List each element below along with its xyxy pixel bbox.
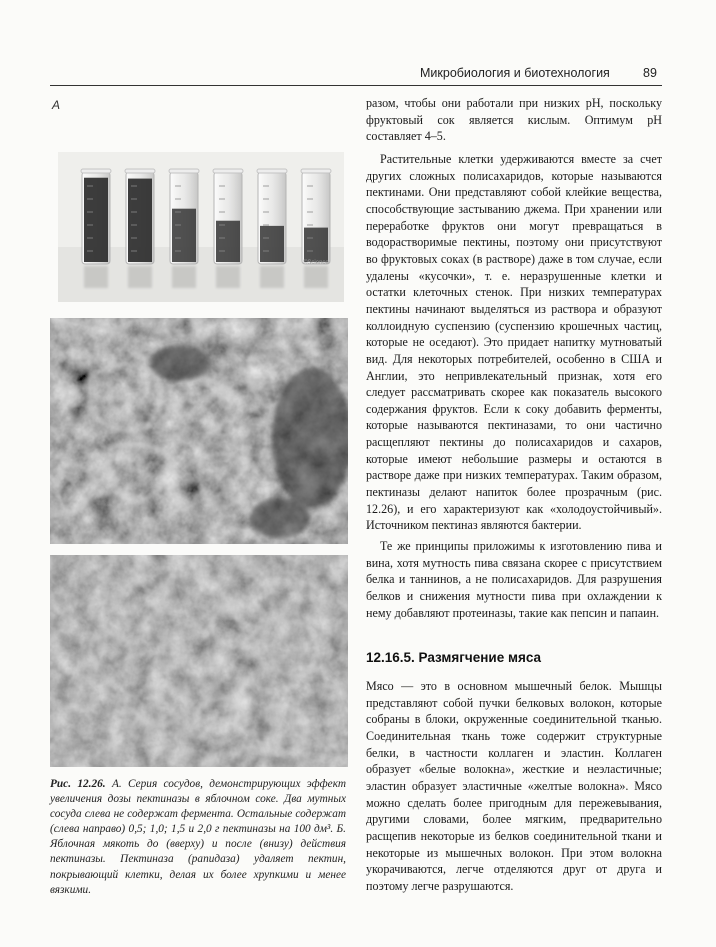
- test-tube-6: [301, 169, 331, 288]
- test-tubes-photo: [58, 152, 344, 302]
- figure-caption-lead: Рис. 12.26.: [50, 778, 106, 790]
- tube-liquid-2: [128, 179, 152, 262]
- tube-liquid-1: [84, 178, 108, 262]
- section-heading: 12.16.5. Размягчение мяса: [366, 650, 542, 665]
- test-tube-5: [257, 169, 287, 288]
- panel-label-a: А: [52, 98, 61, 112]
- paragraph-pectins: Растительные клетки удерживаются вместе за счет других сложных полисахаридов, которые называются пектинами. Они представляют собой клейкие вещества, способствующие застыванию джема. При хранении или переработке фруктов они могут превращаться в водорастворимые пектины, поэтому они присутствуют во фруктовых соках (в растворе) даже в том случае, если удалены «кусочки», т. е. неразрушенные клетки и остатки клеточных стенок. При низких температурах пектины начинают выделяться из раствора и образуют коллоидную суспензию (суспензию крошечных частиц, которые не оседают). Это придает напитку мутноватый вид. Для некоторых потребителей, особенно в США и Англии, это непривлекательный признак, хотя его следует рассматривать скорее как показатель высокого содержания фруктов. Если к соку добавить ферменты, которые называются пектиназами, то они частично расщепляют пектины до полисахаридов и сахаров, которые имеют небольшие размеры и остаются в растворе даже при низких температурах. Таким образом, пектиназы делают напиток более прозрачным (рис. 12.26), и его характеризуют как «холодоустойчивый». Источником пектиназ являются бактерии.: [366, 151, 662, 533]
- test-tube-3: [169, 169, 199, 288]
- paragraph-meat: Мясо — это в основном мышечный белок. Мышцы представляют собой пучки белковых волокон, которые собраны в блоки, окруженные соединительной тканью. Соединительная ткань тоже содержит структурные белки, в частности коллаген и эластин. Коллаген образует «белые волокна», жесткие и неэластичные; эластин образует эластичные «желтые волокна». Мясо можно сделать более пригодным для пережевывания, другими словами, более мягким, предварительно расщепив некоторые из белков соединительной ткани и некоторые из мышечных волокон. При этом волокна укорачиваются, легче отделяются друг от друга и поэтому легче разрушаются.: [366, 679, 662, 893]
- body-column-top: [366, 95, 662, 621]
- figure-caption: [50, 777, 346, 898]
- body-column-bottom: [366, 678, 662, 895]
- tube-liquid-3: [172, 209, 196, 262]
- apple-pulp-after-micrograph: [50, 555, 348, 767]
- tube-liquid-6: [304, 228, 328, 262]
- test-tube-2: [125, 169, 155, 288]
- tube-liquid-4: [216, 221, 240, 262]
- test-tube-1: [81, 169, 111, 288]
- figure-caption-text: А. Серия сосудов, демонстрирующих эффект увеличения дозы пектиназы в яблочном соке. Два мутных сосуда слева не содержат фермента. Остальные содержат (слева направо) 0,5; 1,0; 1,5 и 2,0 г пектиназы на 100 дм³. Б. Яблочная мякоть до (вверху) и после (внизу) действия пектиназы. Пектиназа (рапидаза) удаляет пектин, покрывающий клетки, делая их более хрупкими и менее вязкими.: [50, 778, 346, 896]
- paragraph-beer-wine: Те же принципы приложимы к изготовлению пива и вина, хотя мутность пива связана скорее с присутствием белка и таннинов, а не полисахаридов. Для разрушения белков и снижения мутности пива при охлаждении к нему добавляют протеиназы, такие как пепсин и папаин.: [366, 539, 662, 620]
- running-header-title: Микробиология и биотехнология: [420, 66, 610, 80]
- page-number: 89: [643, 66, 657, 80]
- apple-pulp-before-micrograph: [50, 318, 348, 544]
- header-rule: [50, 85, 662, 86]
- tube-liquid-5: [260, 226, 284, 262]
- test-tube-4: [213, 169, 243, 288]
- photo-watermark: ©Science: [303, 260, 329, 266]
- paragraph-continuation: разом, чтобы они работали при низких рН, поскольку фруктовый сок является кислым. Оптимум рН составляет 4–5.: [366, 96, 662, 144]
